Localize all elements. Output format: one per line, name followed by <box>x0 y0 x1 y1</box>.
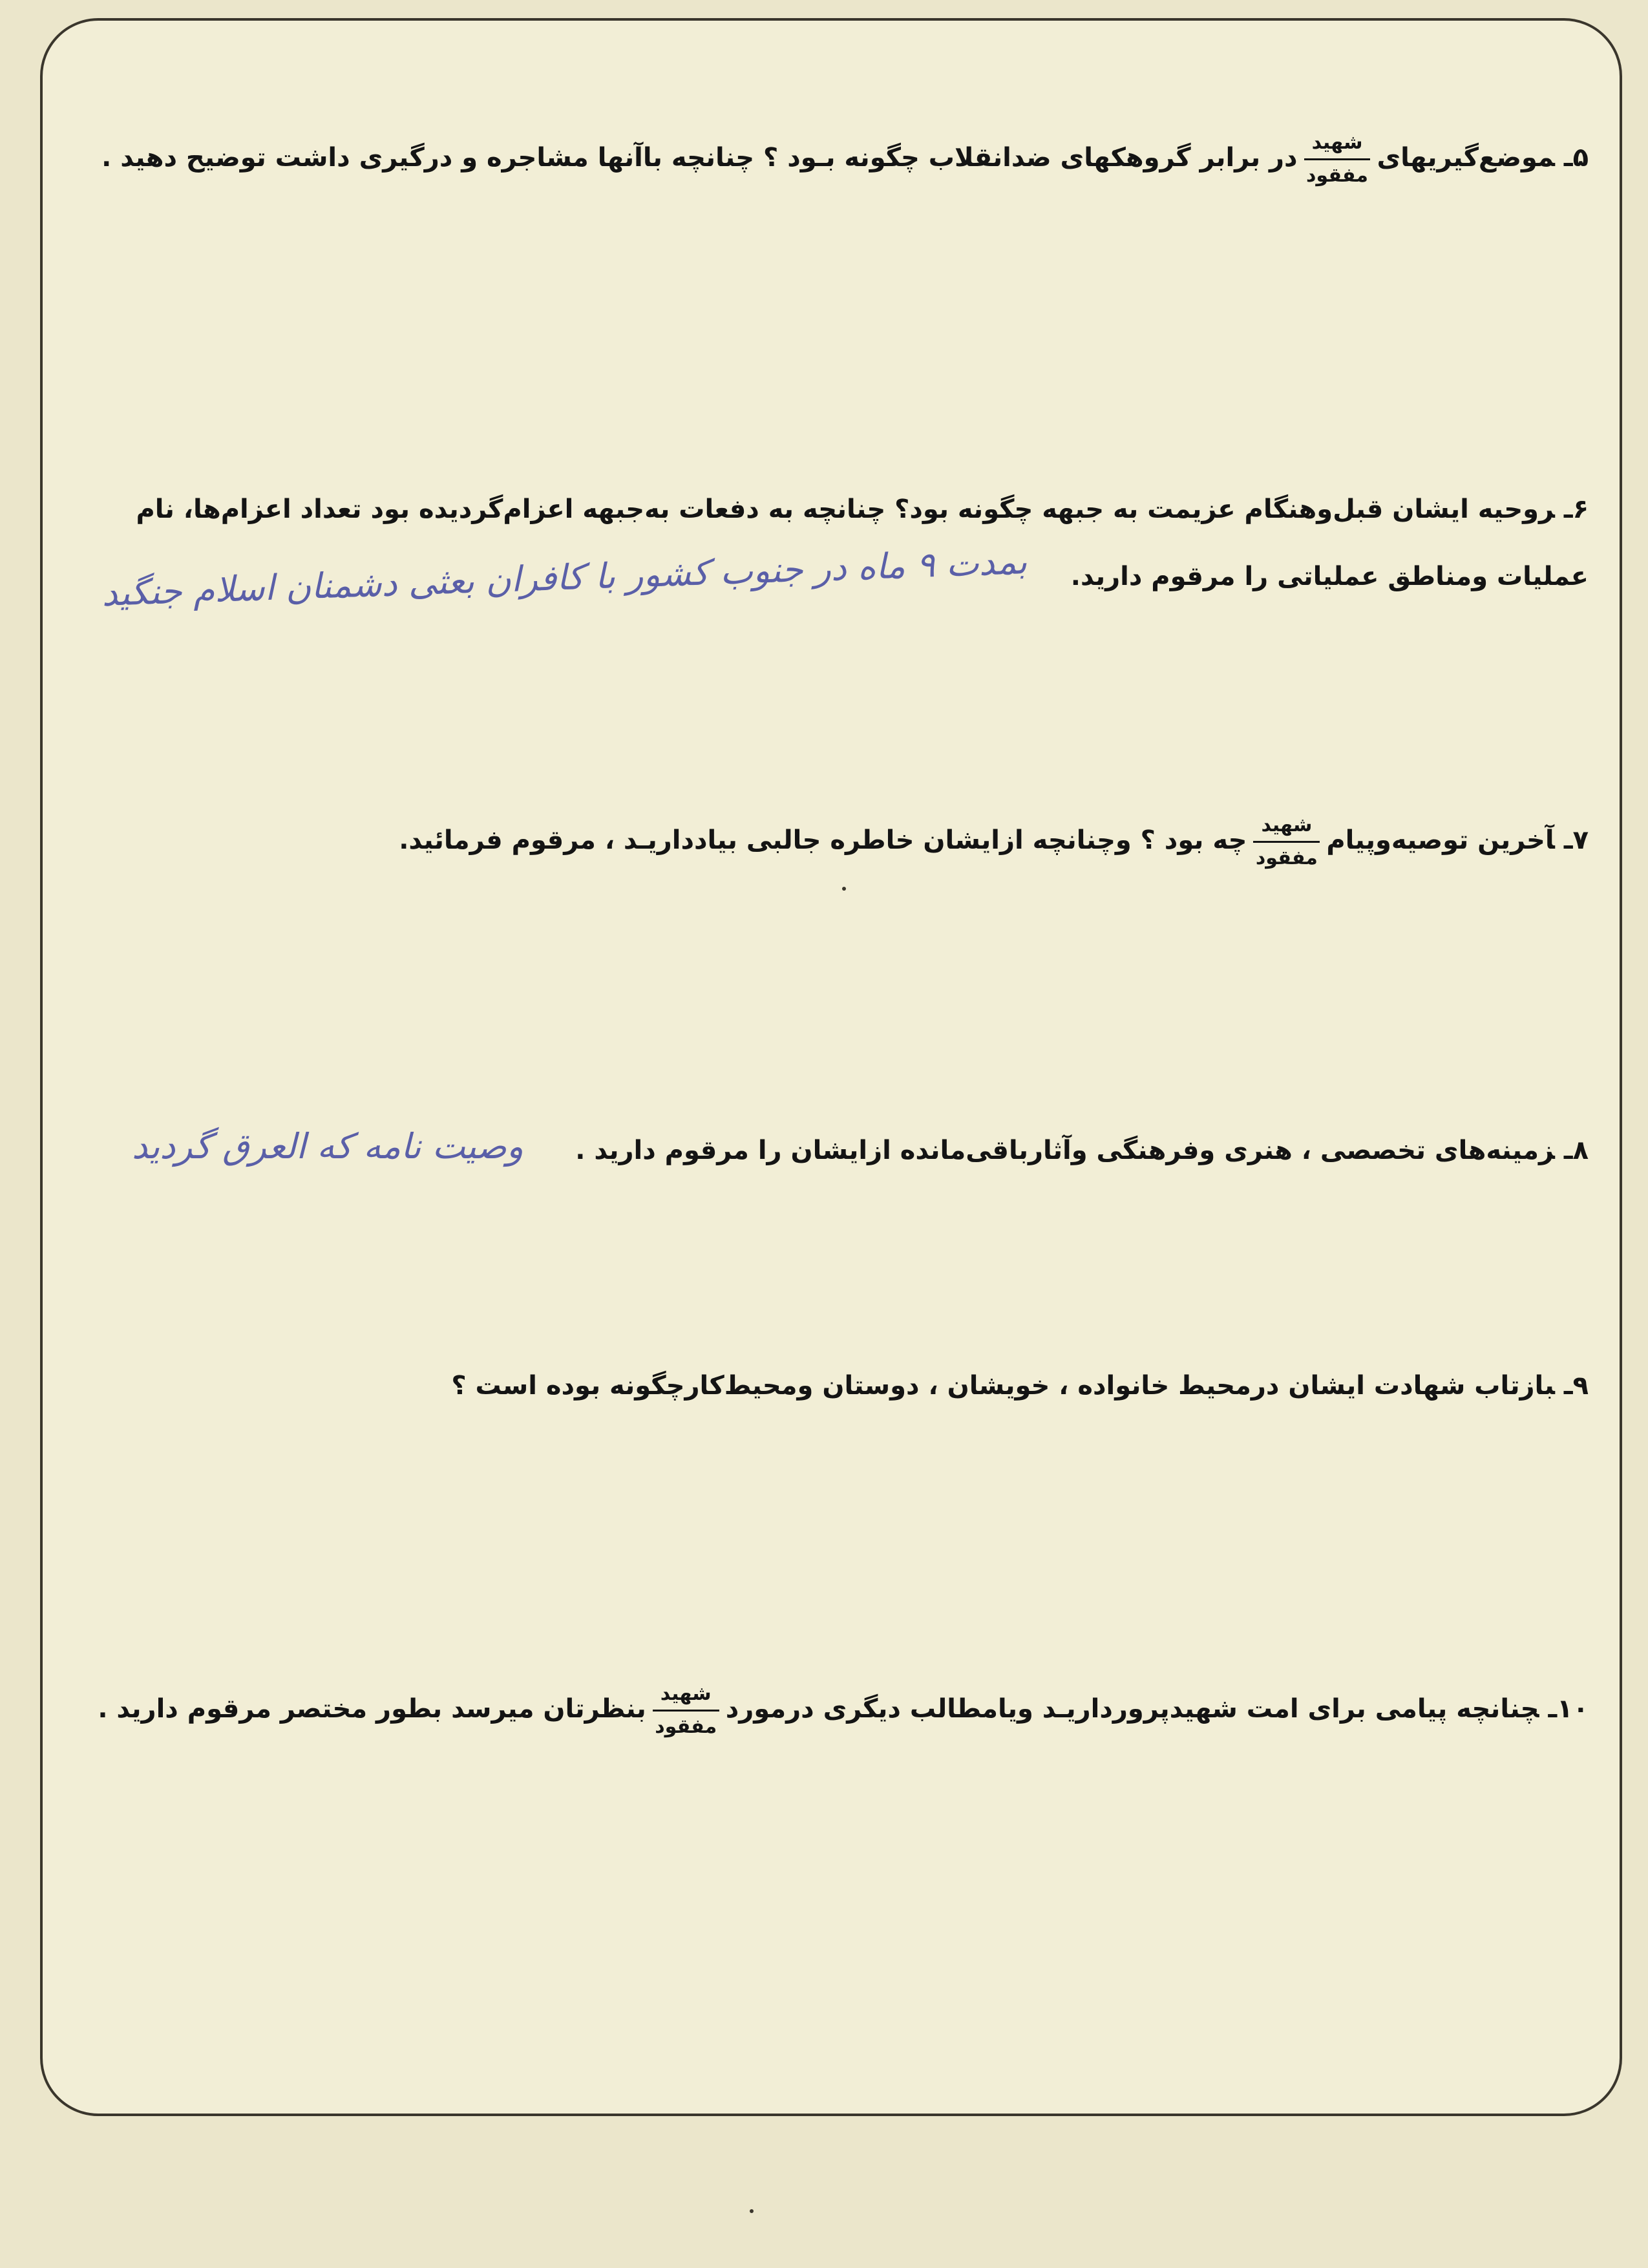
question-number: ۷ـ <box>1563 825 1589 855</box>
question-text: بازتاب شهادت ایشان درمحیط خانواده ، خویشان ، دوستان ومحیط‌کارچگونه بوده است ؟ <box>451 1371 1555 1401</box>
question-number: ۱۰ـ <box>1548 1694 1589 1724</box>
handwritten-answer-8: وصیت نامه که العرق گردید <box>131 1126 523 1167</box>
fraction-top: شهید <box>1304 130 1371 160</box>
fraction-top: شهید <box>1253 812 1320 843</box>
ink-dot <box>750 2209 754 2213</box>
martyr-missing-fraction <box>653 1681 719 1740</box>
question-text-part2: در برابر گروهکهای ضدانقلاب چگونه بـود ؟ چنانچه باآنها مشاجره و درگیری داشت توضیح دهید . <box>101 143 1298 173</box>
fraction-bottom: مفقود <box>1306 164 1368 187</box>
form-page <box>40 18 1622 2116</box>
ink-dot <box>842 887 846 891</box>
question-number: ۶ـ <box>1563 494 1589 524</box>
question-number: ۹ـ <box>1563 1371 1589 1401</box>
question-text-part2: چه بود ؟ وچنانچه ازایشان خاطره جالبی بیادداریـد ، مرقوم فرمائید. <box>399 825 1247 855</box>
fraction-top: شهید <box>653 1681 719 1712</box>
question-text-part1: چنانچه پیامی برای امت شهیدپرورداریـد ویامطالب دیگری درمورد <box>725 1694 1539 1724</box>
question-text: روحیه ایشان قبل‌وهنگام عزیمت به جبهه چگونه بود؟ چنانچه به دفعات به‌جبهه اعزام‌گردیده بود تعداد اعزام‌ها، نام عملیات ومناطق عملیاتی را مرقوم دارید. <box>136 494 1589 591</box>
question-10 <box>89 1675 1589 1743</box>
question-text: زمینه‌های تخصصی ، هنری وفرهنگی وآثارباقی‌مانده ازایشان را مرقوم دارید . <box>575 1136 1555 1165</box>
martyr-missing-fraction <box>1304 130 1371 189</box>
handwritten-answer-6: بمدت ۹ ماه در جنوب کشور با کافران بعثی دشمنان اسلام جنگید <box>101 541 1028 614</box>
question-text-part1: آخرین توصیه‌وپیام <box>1326 825 1555 855</box>
fraction-bottom: مفقود <box>1255 846 1318 869</box>
martyr-missing-fraction <box>1253 812 1320 871</box>
question-9 <box>89 1352 1589 1419</box>
question-text-part2: بنظرتان میرسد بطور مختصر مرقوم دارید . <box>98 1694 646 1724</box>
fraction-bottom: مفقود <box>655 1715 717 1738</box>
question-number: ۸ـ <box>1563 1136 1589 1165</box>
question-7 <box>89 807 1589 874</box>
question-number: ۵ـ <box>1563 143 1589 173</box>
question-5 <box>89 124 1589 191</box>
question-text-part1: موضع‌گیریهای <box>1377 143 1555 173</box>
